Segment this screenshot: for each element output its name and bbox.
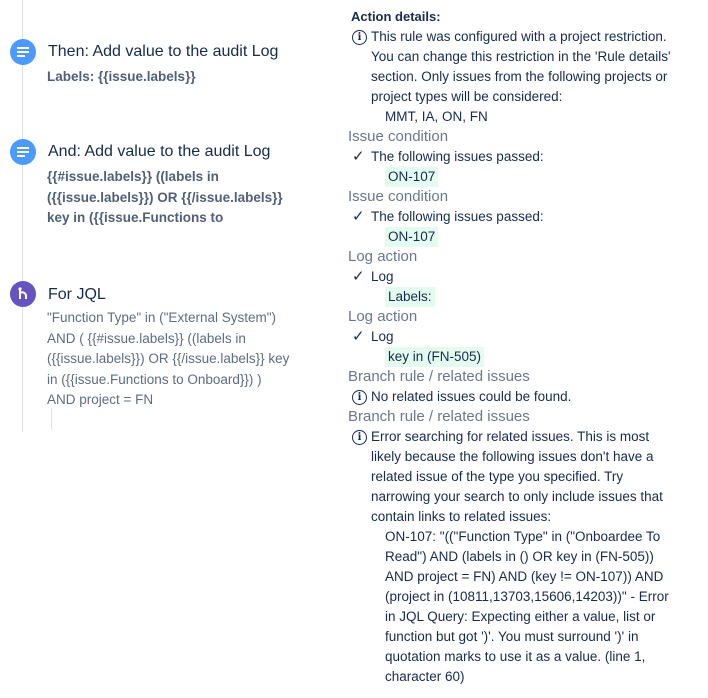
step-title: And: Add value to the audit Log bbox=[48, 143, 271, 160]
error-detail-line: character 60) bbox=[385, 669, 465, 684]
branch-rule-title: Branch rule / related issues bbox=[348, 408, 530, 425]
error-detail-line: ON-107: "(("Function Type" in ("Onboardee To bbox=[385, 529, 661, 544]
error-detail-line: AND project = FN) AND (key != ON-107)) AND bbox=[385, 569, 664, 584]
log-value: Labels: bbox=[385, 287, 435, 307]
error-line: Error searching for related issues. This is most bbox=[371, 429, 650, 444]
restriction-line: This rule was configured with a project restriction. bbox=[371, 29, 667, 44]
error-detail-line: function but got ')'. You must surround ')' in bbox=[385, 629, 639, 644]
info-icon: i bbox=[352, 390, 367, 405]
condition-text: The following issues passed: bbox=[371, 209, 544, 224]
audit-log-icon bbox=[10, 139, 36, 165]
log-text: Log bbox=[371, 269, 394, 284]
condition-text: The following issues passed: bbox=[371, 149, 544, 164]
step-body: {{#issue.labels}} ((labels in ({{issue.labels}}) OR {{/issue.labels}} key in ({{issue.Functions to bbox=[47, 169, 283, 225]
check-icon: ✓ bbox=[352, 208, 365, 225]
error-line: related issue of the type you specified. Try bbox=[371, 469, 624, 484]
error-line: narrowing your search to only include issues that bbox=[371, 489, 663, 504]
info-icon: i bbox=[352, 30, 367, 45]
restriction-projects: MMT, IA, ON, FN bbox=[385, 109, 488, 124]
check-icon: ✓ bbox=[352, 148, 365, 165]
issue-condition-title: Issue condition bbox=[348, 188, 449, 205]
issue-key[interactable]: ON-107 bbox=[385, 227, 438, 247]
restriction-line: You can change this restriction in the 'Rule details' bbox=[371, 49, 671, 64]
step-body: "Function Type" in ("External System") AND ( {{#issue.labels}} ((labels in ({{issue.labels}}) OR {{/issue.labels}} key in ({{issue.Functions to Onboard}}) ) AND project = FN bbox=[47, 310, 290, 407]
log-value: key in (FN-505) bbox=[385, 347, 484, 367]
branch-rule-title: Branch rule / related issues bbox=[348, 368, 530, 385]
issue-key[interactable]: ON-107 bbox=[385, 167, 438, 187]
step-title: Then: Add value to the audit Log bbox=[48, 43, 279, 60]
restriction-line: section. Only issues from the following projects or bbox=[371, 69, 668, 84]
error-detail-line: in JQL Query: Expecting either a value, list or bbox=[385, 609, 656, 624]
action-details-heading: Action details: bbox=[351, 9, 441, 24]
restriction-line: project types will be considered: bbox=[371, 89, 563, 104]
log-action-title: Log action bbox=[348, 248, 418, 265]
error-detail-line: Read") AND (labels in () OR key in (FN-505)) bbox=[385, 549, 654, 564]
branch-text: No related issues could be found. bbox=[371, 389, 572, 404]
log-text: Log bbox=[371, 329, 394, 344]
error-detail-line: quotation marks to use it as a value. (line 1, bbox=[385, 649, 646, 664]
error-line: likely because the following issues don't have a bbox=[371, 449, 654, 464]
error-detail-line: (project in (10811,13703,15606,14203))" - Error bbox=[385, 589, 669, 604]
branch-icon bbox=[10, 281, 36, 307]
step-body: Labels: {{issue.labels}} bbox=[47, 69, 196, 84]
step-title: For JQL bbox=[48, 286, 106, 303]
error-line: contain links to related issues: bbox=[371, 509, 552, 524]
issue-condition-title: Issue condition bbox=[348, 128, 449, 145]
info-icon: i bbox=[352, 430, 367, 445]
check-icon: ✓ bbox=[352, 268, 365, 285]
check-icon: ✓ bbox=[352, 328, 365, 345]
log-action-title: Log action bbox=[348, 308, 418, 325]
audit-log-icon bbox=[10, 39, 36, 65]
branch-inner-line bbox=[51, 408, 52, 430]
